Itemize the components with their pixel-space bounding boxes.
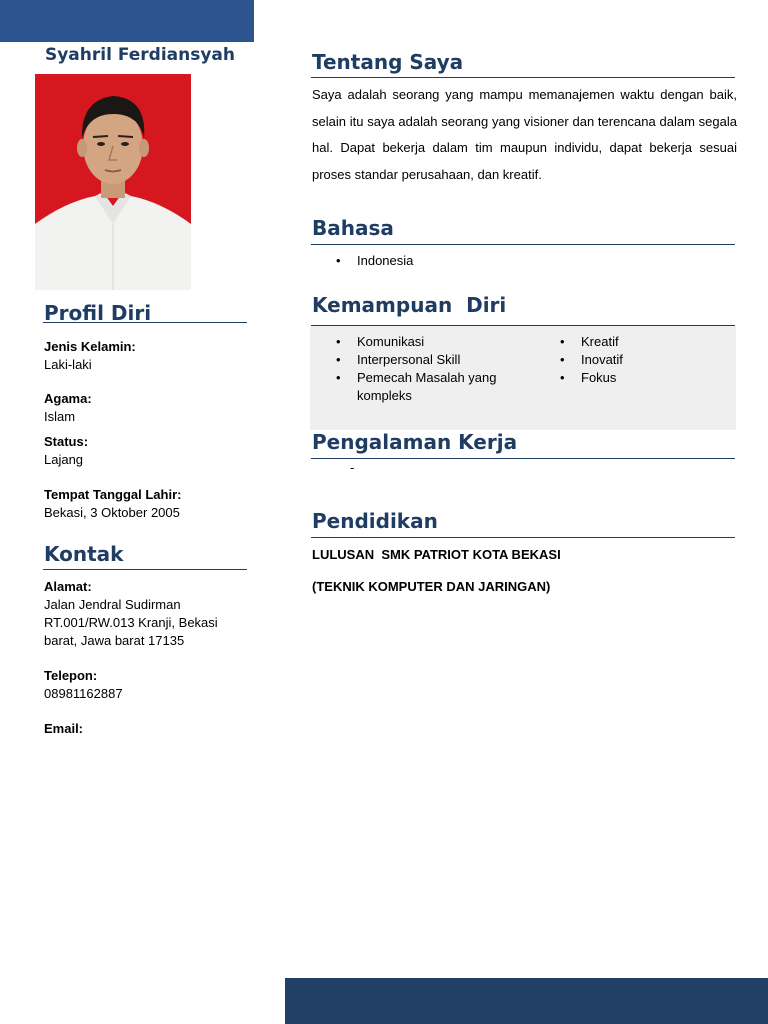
footer-accent-bar — [285, 978, 768, 1024]
address-field — [44, 578, 254, 650]
skill-item: • Interpersonal Skill — [336, 351, 526, 369]
religion-value: Islam — [44, 409, 76, 424]
pendidikan-title: Pendidikan — [312, 509, 438, 533]
pendidikan-divider — [311, 537, 735, 538]
skill-item: • Komunikasi — [336, 333, 526, 351]
profil-divider — [43, 322, 247, 323]
address-line: Jalan Jendral Sudirman — [44, 597, 181, 612]
status-field — [44, 433, 244, 469]
gender-label: Jenis Kelamin: — [44, 339, 136, 354]
birth-label: Tempat Tanggal Lahir: — [44, 487, 182, 502]
skill-item: • Fokus — [560, 369, 720, 387]
status-label: Status: — [44, 434, 89, 449]
experience-entry: - — [350, 460, 355, 475]
language-item: • Indonesia — [336, 252, 413, 270]
profil-title: Profil Diri — [44, 301, 152, 325]
skills-list-right — [560, 333, 720, 387]
about-text: Saya adalah seorang yang mampu memanajemen waktu dengan baik, selain itu saya adalah seorang yang visioner dan terencana dalam segala hal. Dapat bekerja dalam tim maupun individu, dapat bekerja sesuai proses standar perusahaan, dan kreatif. — [312, 87, 737, 182]
tentang-title: Tentang Saya — [312, 50, 464, 74]
kontak-divider — [43, 569, 247, 570]
kontak-title: Kontak — [44, 542, 124, 566]
bahasa-title: Bahasa — [312, 216, 394, 240]
kemampuan-divider — [311, 325, 735, 326]
status-value: Lajang — [44, 452, 84, 467]
phone-value: 08981162887 — [44, 686, 123, 701]
email-field — [44, 720, 244, 738]
birth-value: Bekasi, 3 Oktober 2005 — [44, 505, 180, 520]
address-line: RT.001/RW.013 Kranji, Bekasi — [44, 615, 218, 630]
education-school: LULUSAN SMK PATRIOT KOTA BEKASI — [312, 547, 561, 562]
language-list — [336, 252, 413, 270]
phone-label: Telepon: — [44, 668, 98, 683]
skills-list-left — [336, 333, 526, 405]
skill-item: • Inovatif — [560, 351, 720, 369]
gender-field — [44, 338, 244, 374]
gender-value: Laki-laki — [44, 357, 92, 372]
profile-photo-illustration — [35, 74, 191, 290]
bahasa-divider — [311, 244, 735, 245]
kemampuan-title: Kemampuan Diri — [312, 293, 507, 317]
religion-label: Agama: — [44, 391, 92, 406]
person-name: Syahril Ferdiansyah — [44, 45, 236, 65]
pengalaman-title: Pengalaman Kerja — [312, 430, 518, 454]
pengalaman-divider — [311, 458, 735, 459]
skill-item: • Pemecah Masalah yang kompleks — [336, 369, 526, 405]
address-line: barat, Jawa barat 17135 — [44, 633, 185, 648]
education-major: (TEKNIK KOMPUTER DAN JARINGAN) — [312, 579, 551, 594]
birth-field — [44, 486, 244, 522]
header-accent-bar — [0, 0, 254, 42]
tentang-divider — [311, 77, 735, 78]
address-label: Alamat: — [44, 579, 92, 594]
email-label: Email: — [44, 721, 84, 736]
profile-photo — [35, 74, 191, 290]
religion-field — [44, 390, 244, 426]
phone-field — [44, 667, 244, 703]
skill-item: • Kreatif — [560, 333, 720, 351]
